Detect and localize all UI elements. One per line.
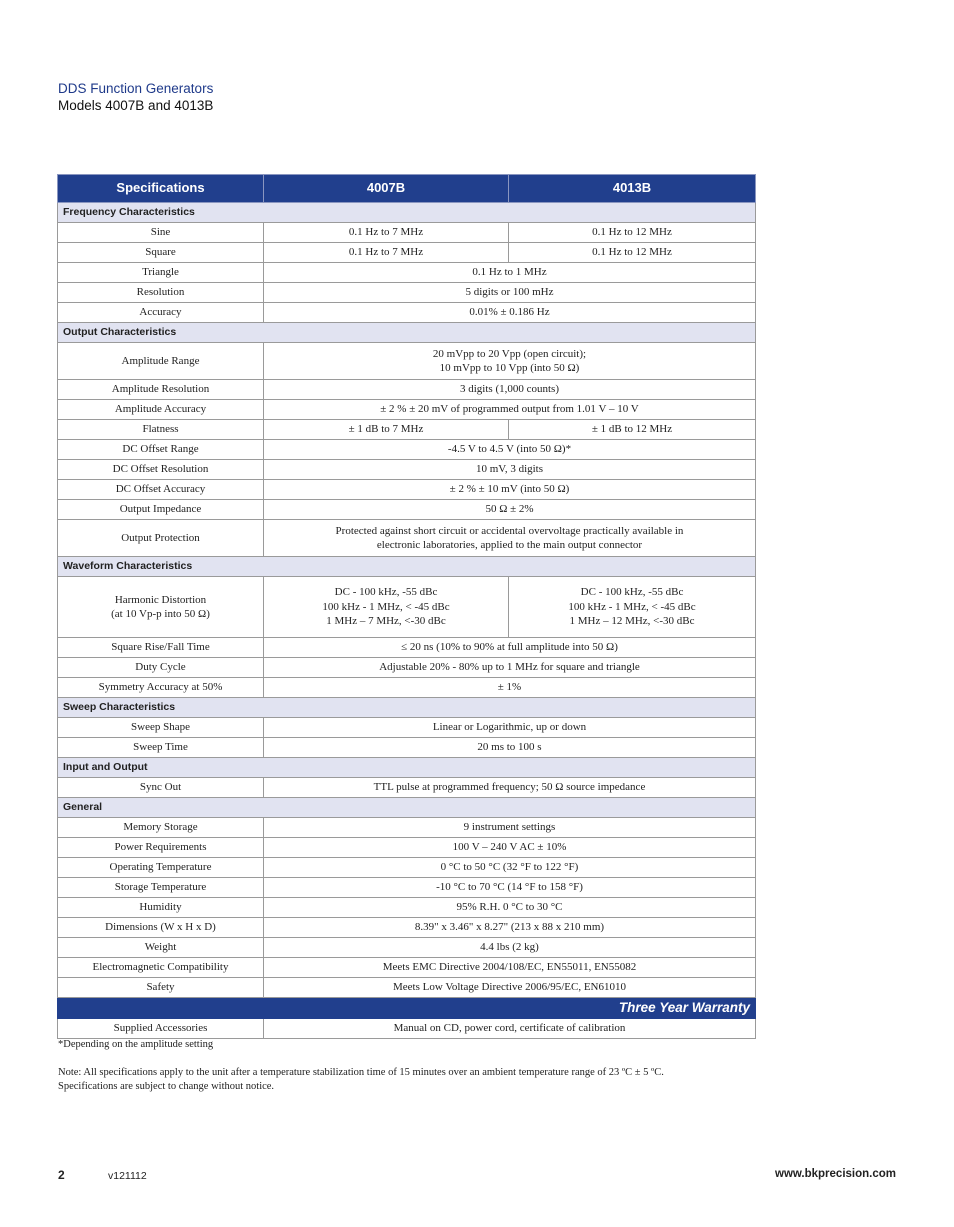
table-row (58, 858, 756, 878)
note-line: Note: All specifications apply to the unit after a temperature stabilization time of 15 minutes over an ambient temperature range of 23 ºC ± 5 ºC. (58, 1067, 664, 1078)
row-label: Weight (58, 938, 264, 958)
row-label: DC Offset Resolution (58, 460, 264, 480)
cell-value: ≤ 20 ns (10% to 90% at full amplitude into 50 Ω) (264, 638, 756, 658)
cell-value: Manual on CD, power cord, certificate of calibration (264, 1019, 756, 1039)
row-label: Flatness (58, 420, 264, 440)
cell-value (264, 343, 756, 380)
table-row (58, 958, 756, 978)
cell-value: ± 1% (264, 678, 756, 698)
cell-value: Adjustable 20% - 80% up to 1 MHz for square and triangle (264, 658, 756, 678)
table-row (58, 838, 756, 858)
cell-line: electronic laboratories, applied to the main output connector (376, 539, 643, 551)
section-sweep: Sweep Characteristics (58, 698, 756, 718)
row-label: Amplitude Range (58, 343, 264, 380)
document-category: DDS Function Generators (58, 81, 214, 96)
cell-value: 20 ms to 100 s (264, 738, 756, 758)
cell-line: 1 MHz – 7 MHz, <-30 dBc (326, 615, 446, 628)
cell-4013b: ± 1 dB to 12 MHz (509, 420, 756, 440)
cell-line: Protected against short circuit or accidental overvoltage practically available in (335, 524, 684, 537)
cell-line: (at 10 Vp-p into 50 Ω) (111, 608, 210, 620)
specifications-table (57, 174, 756, 1039)
cell-4007b: 0.1 Hz to 7 MHz (264, 223, 509, 243)
cell-line: 20 mVpp to 20 Vpp (open circuit); (432, 347, 587, 360)
table-row (58, 400, 756, 420)
cell-value: ± 2 % ± 20 mV of programmed output from 1.01 V – 10 V (264, 400, 756, 420)
table-row (58, 460, 756, 480)
table-row (58, 638, 756, 658)
section-frequency: Frequency Characteristics (58, 203, 756, 223)
cell-4013b: 0.1 Hz to 12 MHz (509, 243, 756, 263)
table-row (58, 520, 756, 557)
table-row (58, 818, 756, 838)
cell-value: -10 °C to 70 °C (14 °F to 158 °F) (264, 878, 756, 898)
table-row (58, 918, 756, 938)
row-label: Accuracy (58, 303, 264, 323)
row-label: Storage Temperature (58, 878, 264, 898)
cell-value: 3 digits (1,000 counts) (264, 380, 756, 400)
cell-value: 100 V – 240 V AC ± 10% (264, 838, 756, 858)
cell-value: Linear or Logarithmic, up or down (264, 718, 756, 738)
cell-value: 0.1 Hz to 1 MHz (264, 263, 756, 283)
row-label: Dimensions (W x H x D) (58, 918, 264, 938)
row-label: Duty Cycle (58, 658, 264, 678)
table-row (58, 263, 756, 283)
table-row (58, 223, 756, 243)
section-row (58, 798, 756, 818)
row-label: Supplied Accessories (58, 1019, 264, 1039)
table-row (58, 1019, 756, 1039)
row-label: Square Rise/Fall Time (58, 638, 264, 658)
section-row (58, 698, 756, 718)
table-row (58, 380, 756, 400)
table-row (58, 678, 756, 698)
cell-4007b (264, 577, 509, 638)
row-label: DC Offset Range (58, 440, 264, 460)
section-waveform: Waveform Characteristics (58, 557, 756, 577)
section-general: General (58, 798, 756, 818)
cell-value: 0.01% ± 0.186 Hz (264, 303, 756, 323)
row-label: Memory Storage (58, 818, 264, 838)
row-label: Power Requirements (58, 838, 264, 858)
cell-4007b: ± 1 dB to 7 MHz (264, 420, 509, 440)
row-label: Sweep Time (58, 738, 264, 758)
row-label: Triangle (58, 263, 264, 283)
cell-value: 0 °C to 50 °C (32 °F to 122 °F) (264, 858, 756, 878)
row-label: Operating Temperature (58, 858, 264, 878)
row-label: DC Offset Accuracy (58, 480, 264, 500)
table-row (58, 243, 756, 263)
column-header-4007b: 4007B (264, 175, 509, 203)
section-row (58, 557, 756, 577)
section-output: Output Characteristics (58, 323, 756, 343)
row-label: Electromagnetic Compatibility (58, 958, 264, 978)
section-row (58, 758, 756, 778)
row-label: Amplitude Accuracy (58, 400, 264, 420)
table-row (58, 480, 756, 500)
table-row (58, 440, 756, 460)
cell-4013b (509, 577, 756, 638)
website-link[interactable]: www.bkprecision.com (775, 1168, 896, 1180)
section-row (58, 323, 756, 343)
column-header-4013b: 4013B (509, 175, 756, 203)
cell-value: -4.5 V to 4.5 V (into 50 Ω)* (264, 440, 756, 460)
version-code: v121112 (108, 1170, 147, 1182)
row-label: Safety (58, 978, 264, 998)
row-label: Symmetry Accuracy at 50% (58, 678, 264, 698)
cell-4013b: 0.1 Hz to 12 MHz (509, 223, 756, 243)
row-label: Sync Out (58, 778, 264, 798)
specification-note (58, 1066, 858, 1094)
table-row (58, 898, 756, 918)
column-header-specifications: Specifications (58, 175, 264, 203)
note-line: Specifications are subject to change without notice. (58, 1081, 275, 1092)
row-label: Resolution (58, 283, 264, 303)
amplitude-footnote: *Depending on the amplitude setting (58, 1039, 214, 1050)
section-input-output: Input and Output (58, 758, 756, 778)
cell-line: 100 kHz - 1 MHz, < -45 dBc (322, 600, 450, 613)
row-label: Amplitude Resolution (58, 380, 264, 400)
document-title: Models 4007B and 4013B (58, 98, 214, 113)
row-label: Sine (58, 223, 264, 243)
cell-value (264, 520, 756, 557)
table-row (58, 303, 756, 323)
cell-value: 95% R.H. 0 °C to 30 °C (264, 898, 756, 918)
cell-value: ± 2 % ± 10 mV (into 50 Ω) (264, 480, 756, 500)
table-row (58, 938, 756, 958)
row-label: Output Impedance (58, 500, 264, 520)
cell-4007b: 0.1 Hz to 7 MHz (264, 243, 509, 263)
page-number: 2 (58, 1168, 65, 1182)
cell-value: Meets EMC Directive 2004/108/EC, EN55011, EN55082 (264, 958, 756, 978)
table-row (58, 283, 756, 303)
row-label (58, 577, 264, 638)
cell-line: 1 MHz – 12 MHz, <-30 dBc (569, 615, 695, 628)
cell-value: TTL pulse at programmed frequency; 50 Ω source impedance (264, 778, 756, 798)
cell-value: 9 instrument settings (264, 818, 756, 838)
table-row (58, 343, 756, 380)
warranty-banner: Three Year Warranty (58, 998, 756, 1019)
table-row (58, 658, 756, 678)
cell-line: DC - 100 kHz, -55 dBc (580, 586, 684, 599)
row-label: Output Protection (58, 520, 264, 557)
table-row (58, 978, 756, 998)
cell-line: Harmonic Distortion (114, 593, 207, 606)
section-row (58, 203, 756, 223)
row-label: Humidity (58, 898, 264, 918)
cell-line: 100 kHz - 1 MHz, < -45 dBc (568, 600, 696, 613)
table-row (58, 778, 756, 798)
row-label: Square (58, 243, 264, 263)
table-row (58, 420, 756, 440)
cell-value: 5 digits or 100 mHz (264, 283, 756, 303)
cell-value: 8.39" x 3.46" x 8.27" (213 x 88 x 210 mm) (264, 918, 756, 938)
cell-line: 10 mVpp to 10 Vpp (into 50 Ω) (439, 362, 580, 374)
table-row (58, 718, 756, 738)
cell-value: 50 Ω ± 2% (264, 500, 756, 520)
table-header-row (58, 175, 756, 203)
cell-value: 4.4 lbs (2 kg) (264, 938, 756, 958)
cell-value: 10 mV, 3 digits (264, 460, 756, 480)
table-row (58, 500, 756, 520)
table-row (58, 878, 756, 898)
cell-line: DC - 100 kHz, -55 dBc (334, 586, 438, 599)
warranty-row (58, 998, 756, 1019)
row-label: Sweep Shape (58, 718, 264, 738)
cell-value: Meets Low Voltage Directive 2006/95/EC, EN61010 (264, 978, 756, 998)
table-row (58, 577, 756, 638)
table-row (58, 738, 756, 758)
